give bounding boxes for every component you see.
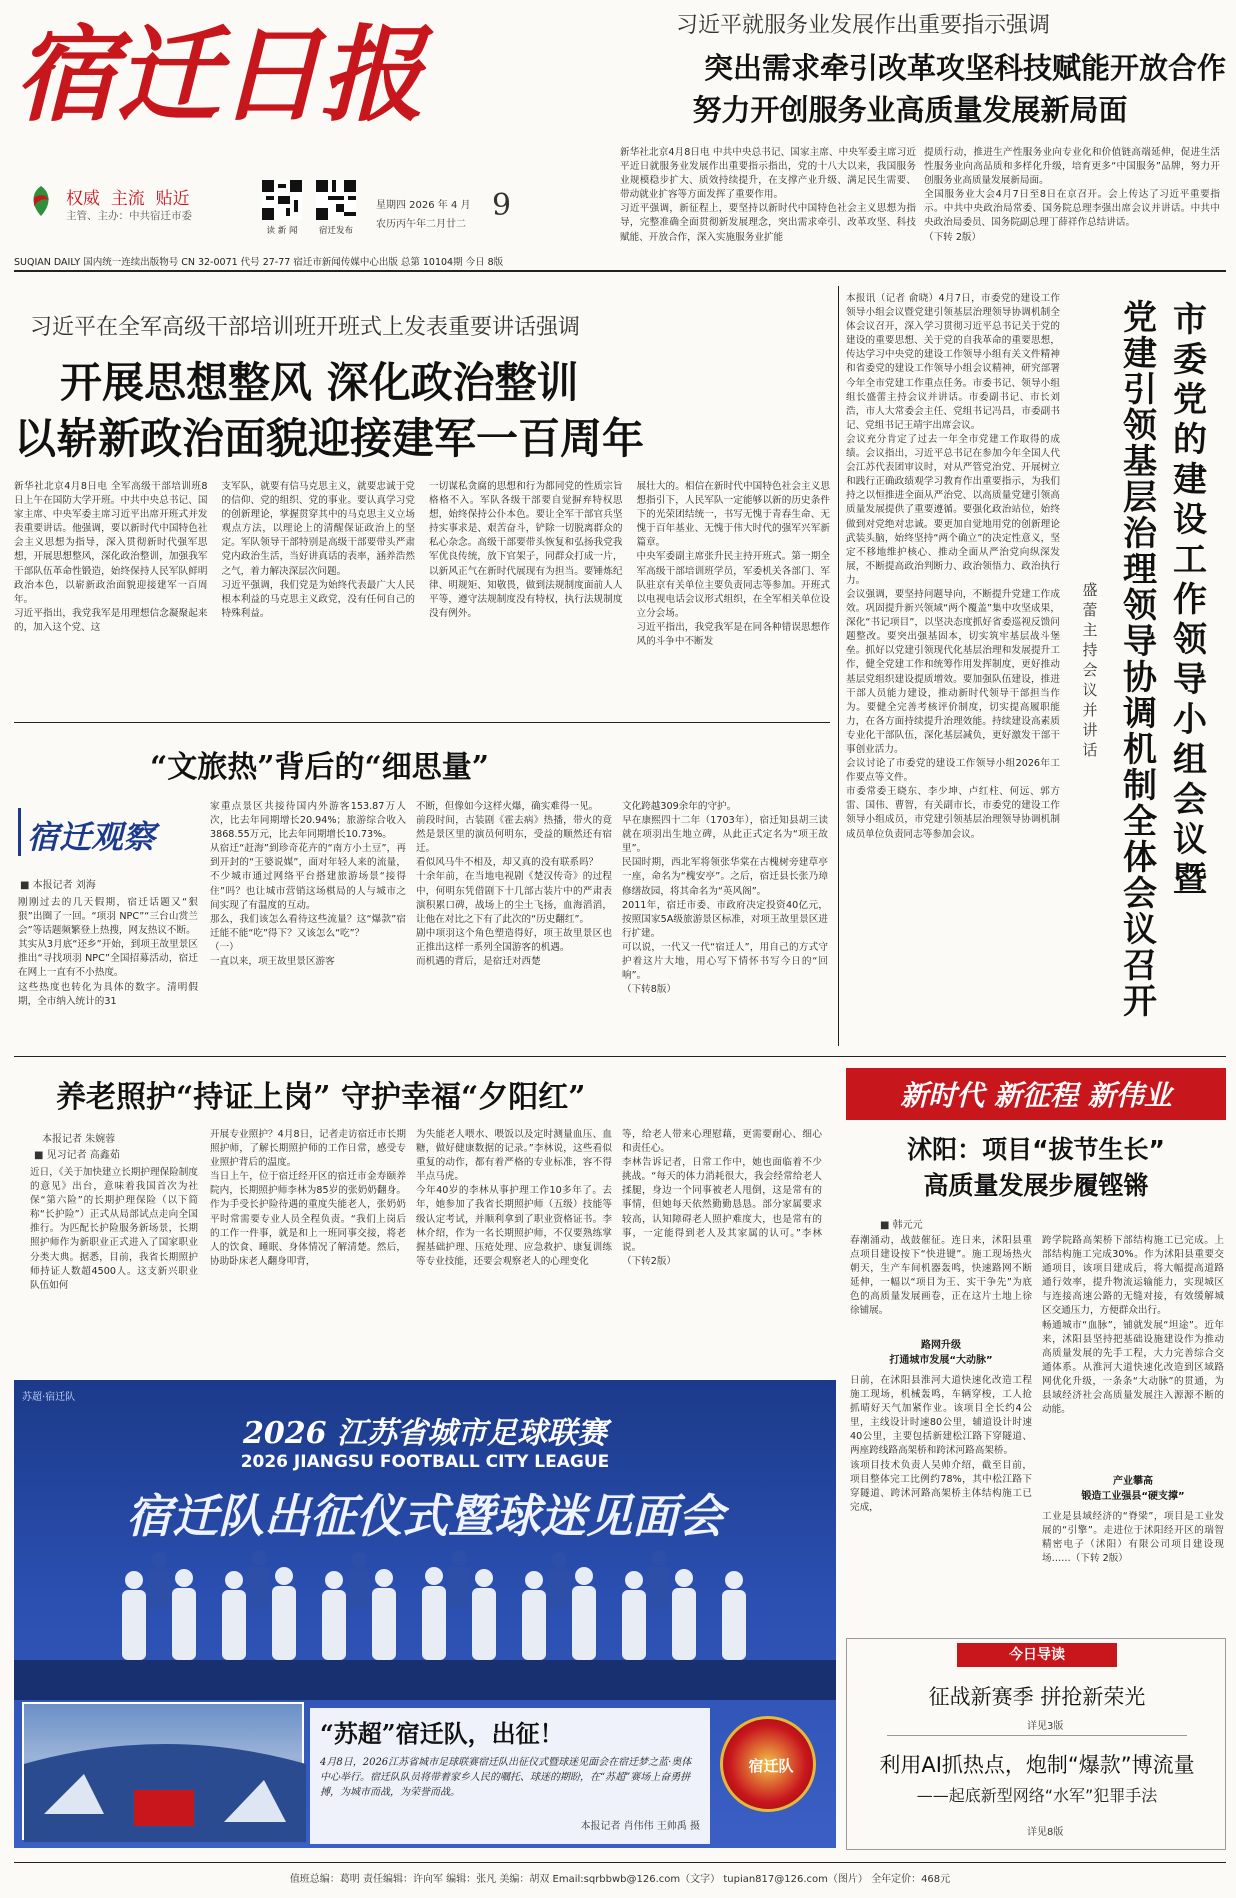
series-banner-text: 新时代 新征程 新伟业 xyxy=(900,1079,1172,1112)
slogan-1: 权威 xyxy=(66,189,100,209)
story3-title-col-1[interactable] xyxy=(1116,300,1164,1040)
story2-title-1[interactable]: 开展思想整风 深化政治整训 xyxy=(60,358,579,407)
story2-col-2: 支军队，就要有信马克思主义，就要忠诚于党的信仰、党的组织、党的事业。要认真学习党的创新理论，掌握贯穿其中的马克思主义立场观点方法，以理论上的清醒保证政治上的坚定。军队领导干部特别是高级干部要带头严肃党内政治生活，当好讲真话的表率，涵养浩然之气，着力解决深层次问题。 习近平强调，我们党是为始终代表最广大人民根本利益的马克思主义政党，没有任何自己的特殊利益。 xyxy=(221,481,415,619)
qr-icon xyxy=(262,180,302,220)
series-col-2a: 跨学院路高架桥下部结构施工已完成。上部结构施工完成30%。作为沭阳县重要交通项目，该项目建成后，将大幅提高道路通行效率，提升物流运输能力，实现城区与连接高速公路的无缝对接，有效缓解城区交通压力，方便群众出行。 畅通城市“血脉”，铺就发展“坦途”。近年来，沭阳县坚持把基础设施建设作为推动高质量发展的先手工程，大力完善综合交通体系。从淮河大道快速化改造到区域路网优化升级，一条条“大动脉”的贯通，为县域经济社会高质量发展注入源源不断的动能。 xyxy=(1042,1235,1224,1416)
series-sub-1: 路网升级 打通城市发展“大动脉” xyxy=(889,1340,993,1366)
column-divider xyxy=(838,286,839,1046)
story2-col-3: 一切谋私贪腐的思想和行为都同党的性质宗旨格格不入。军队各级干部要自觉摒弃特权思想，始终保持公仆本色。要让全军干部官兵坚持实事求是、艰苦奋斗，铲除一切脱离群众的私心杂念。高级干部要带头恢复和弘扬我党我军优良传统，放下官架子，同群众打成一片，以新风正气在新时代展现有为担当。要锤炼纪律、明规矩、知敬畏，做到法规制度面前人人平等，遵守法规制度没有特权，执行法规制度没有例外。 xyxy=(429,481,623,619)
story4-col-3: 不断，但像如今这样火爆，确实难得一见。 前段时间，古装剧《霍去病》热播，带火的竟然是景区里的演员何明东，受益的顺然还有宿迁。 看似风马牛不相及，却又真的没有联系吗？ 十余年前，在当地电视剧《楚汉传奇》的过程中，何明东凭借剧下十几部古装片中的严肃表演积累口碑，战场上的尘土飞扬，血海滔滔，让他在对比之下有了此次的“历史翻红”。 剧中项羽这个角色塑造得好，项王故里景区也正推出这样一系列全国游客的机遇。 而机遇的背后，是宿迁对西楚 xyxy=(416,801,612,968)
team-players-graphic xyxy=(14,1540,836,1700)
date-block xyxy=(376,188,536,236)
photo-caption-panel xyxy=(310,1708,710,1844)
story4-col-1: 刚刚过去的几天假期，宿迁话题又“狠狠”出圈了一回。“项羽 NPC”“三台山赏兰会”等话题频繁登上热搜，网友热议不断。 其实从3月底“还乡”开始，到项王故里景区推出“寻找项羽 NPC”全国招募活动，宿迁在网上一直有不小热度。 这些热度也转化为具体的数字。清明假期，全市纳入统计的31 xyxy=(18,897,198,1007)
stadium-crowd-graphic xyxy=(24,1704,306,1842)
footer-rule xyxy=(14,1862,1226,1863)
series-banner xyxy=(846,1068,1226,1120)
story5-title[interactable]: 养老照护“持证上岗” 守护幸福“夕阳红” xyxy=(56,1080,586,1115)
date-line1: 星期四 2026 年 4 月 xyxy=(376,200,471,211)
logo-text: 宿迁日报 xyxy=(14,13,423,136)
qr-label-1: 读 新 闻 xyxy=(266,226,298,236)
series-sub-2: 产业攀高 锻造工业强县“硬支撑” xyxy=(1081,1476,1185,1502)
story5-col-1: 近日，《关于加快建立长期护理保险制度的意见》出台，意味着我国首次为社保“第六险”的长期护理保险（以下简称“长护险”）正式从局部试点走向全国推行。为匹配长护险服务新场景，长期照护师作为新职业正式进入了国家职业分类大典。据悉，目前，我省长期照护师持证人数超4500人。这支新兴职业队伍如何 xyxy=(30,1167,198,1291)
lead-title-1[interactable]: 突出需求牵引改革攻坚科技赋能开放合作 xyxy=(703,51,1226,85)
story3-subtitle: 盛蕾主持会议并讲话 xyxy=(1082,581,1098,759)
guide-divider xyxy=(887,1735,1187,1736)
story3-title-col-2[interactable] xyxy=(1166,300,1214,1040)
qr-code-1[interactable] xyxy=(262,180,302,234)
story3-title-part-1: 市委党的建设工作领导小组会议暨 xyxy=(1173,300,1207,900)
story2-kicker: 习近平在全军高级干部培训班开班式上发表重要讲话强调 xyxy=(30,315,581,340)
football-event-small: 苏超·宿迁队 xyxy=(22,1392,76,1403)
lead-kicker: 习近平就服务业发展作出重要指示强调 xyxy=(676,13,1051,38)
column-logo-text: 宿迁观察 xyxy=(27,818,156,856)
team-badge-text: 宿迁队 xyxy=(748,1757,794,1775)
story3-title-part-2: 党建引领基层治理领导协调机制全体会议召开 xyxy=(1123,298,1157,1022)
guide-item-2[interactable]: 利用AI抓热点，炮制“爆款”博流量 xyxy=(879,1753,1195,1777)
football-title-en: 2026 JIANGSU FOOTBALL CITY LEAGUE xyxy=(240,1452,610,1472)
footer: 值班总编：葛明 责任编辑：许向军 编辑：张凡 美编：胡双 Email:sqrbbwb@126.com（文字） tupian817@126.com（图片） 全年定价：468元 xyxy=(289,1874,951,1885)
guide-box xyxy=(846,1638,1226,1850)
story2-title-2[interactable]: 以崭新政治面貌迎接建军一百周年 xyxy=(14,414,645,463)
football-photo[interactable] xyxy=(14,1380,836,1848)
series-title-2[interactable]: 高质量发展步履铿锵 xyxy=(923,1171,1149,1200)
team-badge xyxy=(720,1716,816,1812)
story5-byline-1: 本报记者 朱婉蓉 xyxy=(42,1134,116,1145)
logo-emblem-icon xyxy=(24,184,58,218)
masthead-logo xyxy=(14,6,484,144)
story5-byline-2: ■ 见习记者 高鑫茹 xyxy=(34,1150,120,1161)
photo-byline: 本报记者 肖伟伟 王帅禹 摄 xyxy=(580,1821,700,1832)
story2-rule xyxy=(14,722,830,723)
slogan-3: 贴近 xyxy=(155,189,190,209)
series-title-1[interactable]: 沭阳：项目“拔节生长” xyxy=(907,1135,1165,1164)
story2-col-4: 展壮大的。相信在新时代中国特色社会主义思想指引下，人民军队一定能够以新的历史条件下的光荣团结统一，书写无愧于青春生命、无愧于百年基业、无愧于伟大时代的强军兴军新篇章。 中央军委副主席张升民主持开班式。第一期全军高级干部培训班学员，军委机关各部门、军队驻京有关单位主要负责同志等参加。开班式以电视电话会议形式组织，在全军相关单位设立分会场。 习近平指出，我党我军是在同各种错误思想作风的斗争中不断发 xyxy=(636,481,830,648)
guide-item-1[interactable]: 征战新赛季 拼抢新荣光 xyxy=(928,1685,1146,1709)
story5-col-3: 为失能老人喂水、喂饭以及定时测量血压、血糖，做好健康数据的记录。”李林说，这些看似重复的动作，都有着严格的专业标准，容不得半点马虎。 今年40岁的李林从事护理工作10多年了。去年，她参加了我省长期照护师（五级）技能等级认定考试，并顺利拿到了职业资格证书。李林介绍，作为一名长期照护师，不仅要熟练掌握基础护理、压疮处理、应急救护、康复训练等专业技能，还要会观察老人的心理变化 xyxy=(416,1129,612,1267)
series-col-1a: 春潮涌动，战鼓催征。连日来，沭阳县重点项目建设按下“快进键”。施工现场热火朝天，生产车间机器轰鸣，快速路网不断延伸，一幅以“项目为王、实干争先”为底色的高质量发展画卷，正在这片土地上徐徐铺展。 xyxy=(850,1235,1032,1317)
column-logo xyxy=(18,808,178,856)
date-day: 9 xyxy=(492,188,512,223)
story2-col-1: 新华社北京4月8日电 全军高级干部培训班8日上午在国防大学开班。中共中央总书记、国家主席、中央军委主席习近平出席开班式并发表重要讲话。他强调，要以新时代中国特色社会主义思想为指导，深入贯彻新时代强军思想，开展思想整风，深化政治整训，加强我军干部队伍革命性锻造，始终保持人民军队鲜明政治本色，以崭新政治面貌迎接建军一百周年。 习近平指出，我党我军是用理想信念凝聚起来的，加入这个党、这 xyxy=(14,481,208,633)
story4-title[interactable]: “文旅热”背后的“细思量” xyxy=(150,750,490,785)
photo-caption: 4月8日，2026江苏省城市足球联赛宿迁队出征仪式暨球迷见面会在宿迁梦之蓝·奥体中心举行。宿迁队队员将带着家乡人民的嘱托、球迷的期盼，在“苏超”赛场上奋勇拼搏，为城市而战，为荣誉而战。 xyxy=(320,1757,692,1798)
date-line2: 农历丙午年二月廿二 xyxy=(376,219,466,230)
inset-photo[interactable] xyxy=(22,1702,304,1840)
guide-header xyxy=(957,1643,1117,1667)
slogan-2: 主流 xyxy=(110,189,145,209)
story4-col-2: 家重点景区共接待国内外游客153.87万人次，比去年同期增长20.94%；旅游综合收入3868.55万元，比去年同期增长10.73%。 从宿迁“赶海”到珍奇花卉的“南方小土豆”，再到开封的“王婆说媒”，面对年轻人来的流量，不少城市通过网络平台搭建旅游场景“接得住”吗？也让城市营销这场棋局的人与城市之间实现了有温度的互动。 那么，我们该怎么看待这些流量？这“爆款”宿迁能不能“吃”得下？又该怎么“吃”？ （一） 一直以来，项王故里景区游客 xyxy=(210,801,406,968)
photo-headline[interactable]: “苏超”宿迁队，出征！ xyxy=(320,1719,564,1748)
story4-byline: ■ 本报记者 刘海 xyxy=(20,880,96,891)
series-col-2b: 工业是县域经济的“脊梁”，项目是工业发展的“引擎”。走进位于沭阳经开区的瑞智精密电子（沭阳）有限公司项目建设现场……（下转 2版） xyxy=(1042,1511,1224,1565)
info-bar: SUQIAN DAILY 国内统一连续出版物号 CN 32-0071 代号 27-77 宿迁市新闻传媒中心出版 总第 10104期 今日 8版 xyxy=(14,257,504,268)
story5-col-2: 开展专业照护？4月8日，记者走访宿迁市长期照护师，了解长期照护师的工作日常，感受专业照护背后的温度。 当日上午，位于宿迁经开区的宿迁市金寿颐养院内，长期照护师李林为85岁的张奶奶翻身。作为手受长护险待遇的重度失能老人，张奶奶平时常需要专业人员全程负责。“我们上岗后的工作一件事，就是和上一班同事交接，将老人的饮食、睡眠、身体情况了解清楚。然后，协助卧床老人翻身叩背， xyxy=(210,1129,406,1267)
series-byline: ■ 韩元元 xyxy=(880,1220,923,1231)
qr-icon xyxy=(316,180,356,220)
guide-item-1-page[interactable]: 详见3版 xyxy=(1027,1721,1064,1732)
story4-col-4: 文化跨越309余年的守护。 早在康熙四十二年（1703年），宿迁知县胡三读就在项羽出生地立碑，从此正式定名为“项王故里”。 民国时期，西北军将领张华棠在古槐树旁建草亭一座，命名为“槐安亭”。之后，宿迁县长张乃璋修缮故园，将其命名为“英风阁”。 2011年，宿迁市委、市政府决定投资40亿元，按照国家5A级旅游景区标准，对项王故里景区进行扩建。 可以说，一代又一代“宿迁人”，用自己的方式守护着这片大地，用心写下情怀书写今日的“回响”。 （下转8版） xyxy=(622,801,828,996)
series-col-1b: 日前，在沭阳县淮河大道快速化改造工程施工现场，机械轰鸣，车辆穿梭，工人抢抓晴好天气加紧作业。该项目全长约4公里，主线设计时速80公里，辅道设计时速40公里，主要包括新建松江路下穿隧道、两座跨线路高架桥和跨沭河路高架桥。 该项目技术负责人吴帅介绍，截至目前，项目整体完工比例约78%，其中松江路下穿隧道、跨沭河路高架桥主体结构施工已完成， xyxy=(850,1375,1032,1513)
football-title-cn: 2026 江苏省城市足球联赛 xyxy=(243,1416,607,1451)
football-banner: 宿迁队出征仪式暨球迷见面会 xyxy=(126,1489,724,1543)
story5-col-4: 等，给老人带来心理慰藉，更需要耐心、细心和责任心。 李林告诉记者，日常工作中，她也面临着不少挑战。“每天的体力消耗很大，我会经常给老人揉腿，身边一个同事被老人甩倒，这是常有的事情，但她每天依然勤勤恳恳。部分家属要求较高，认知障碍老人照护难度大，也是常有的事，一定能得到老人及其家属的认可。”李林说。 （下转2版） xyxy=(622,1129,822,1267)
story2-body xyxy=(14,480,830,710)
story4-rule xyxy=(14,1056,1226,1057)
sponsor: 主管、主办：中共宿迁市委 xyxy=(66,210,192,222)
lead-col-1: 新华社北京4月8日电 中共中央总书记、国家主席、中央军委主席习近平近日就服务业发展作出重要指示指出，党的十八大以来，我国服务业规模稳步扩大、质效持续提升，在支撑产业升级、满足民生需要、带动就业扩容等方面发挥了重要作用。 习近平强调，新征程上，要坚持以新时代中国特色社会主义思想为指导，完整准确全面贯彻新发展理念，突出需求牵引、改革攻坚、科技赋能、开放合作，深入实施服务业扩能 xyxy=(620,147,916,243)
guide-item-2-sub: ——起底新型网络“水军”犯罪手法 xyxy=(916,1786,1158,1805)
qr-label-2: 宿迁发布 xyxy=(318,226,353,236)
lead-title-2[interactable]: 努力开创服务业高质量发展新局面 xyxy=(692,93,1128,127)
guide-item-2-page[interactable]: 详见8版 xyxy=(1027,1827,1064,1838)
slogan xyxy=(24,184,244,224)
story3-body: 本报讯（记者 俞晓）4月7日，市委党的建设工作领导小组会议暨党建引领基层治理领导协调机制全体会议召开，深入学习贯彻习近平总书记关于党的建设的重要思想、关于党的自我革命的重要思想，传达学习中央党的建设工作领导小组有关文件精神和省委党的建设工作领导小组会议精神，研究部署今年全市党建工作重点任务。市委书记、领导小组组长盛蕾主持会议并讲话。市委副书记、市长刘浩，市人大常委会主任、党组书记冯昌，市委副书记、党组书记王靖宇出席会议。 会议充分肯定了过去一年全市党建工作取得的成绩。会议指出，习近平总书记在参加今年全国人代会江苏代表团审议时，对从严管党治党、开展树立和践行正确政绩观学习教育作出重要指示，为我们持之以恒推进全面从严治党、以高质量党建引领高质量发展提供了重要遵循。要强化政治站位，始终做到对党绝对忠诚。要更加自觉地用党的创新理论武装头脑，始终坚持“两个确立”的决定性意义，坚定不移地维护核心、推动全面从严治党向纵深发展，不断提高政治判断力、政治领悟力、政治执行力。 会议强调，要坚持问题导向，不断提升党建工作成效。巩固提升新兴领域“两个覆盖”集中攻坚成果，深化“书记项目”，以坚决态度抓好省委巡视反馈问题整改。要突出强基固本，切实筑牢基层战斗堡垒。抓好以党建引领现代化基层治理和发展提升工作，健全党建工作和统筹作用发挥制度，更好推动基层党组织建设提质增效。要加强队伍建设，推进干部人员能力建设，推动新时代领导干部担当作为。要健全完善考核评价制度，切实提高履职能力，在各方面持续提升治理效能。持续建设高素质专业化干部队伍，深化基层减负，更好激发干部干事创业活力。 会议讨论了市委党的建设工作领导小组2026年工作要点等文件。 市委常委王晓东、李少坤、卢红柱、何远、郭方雷、国伟、曹智，有关副市长，市委党的建设工作领导小组成员，市党建引领基层治理领导协调机制成员单位负责同志等参加会议。 xyxy=(846,293,1060,840)
guide-header-text: 今日导读 xyxy=(1009,1647,1065,1663)
masthead-rule xyxy=(14,270,1226,272)
qr-code-2[interactable] xyxy=(316,180,356,234)
lead-col-2: 提质行动，推进生产性服务业向专业化和价值链高端延伸，促进生活性服务业向高品质和多样化升级，培育更多“中国服务”品牌，努力开创服务业高质量发展新局面。 全国服务业大会4月7日至8日在京召开。会上传达了习近平重要指示。中共中央政治局常委、国务院总理李强出席会议并讲话。中共中央政治局委员、国务院副总理丁薛祥作总结讲话。 （下转 2版） xyxy=(924,147,1220,243)
